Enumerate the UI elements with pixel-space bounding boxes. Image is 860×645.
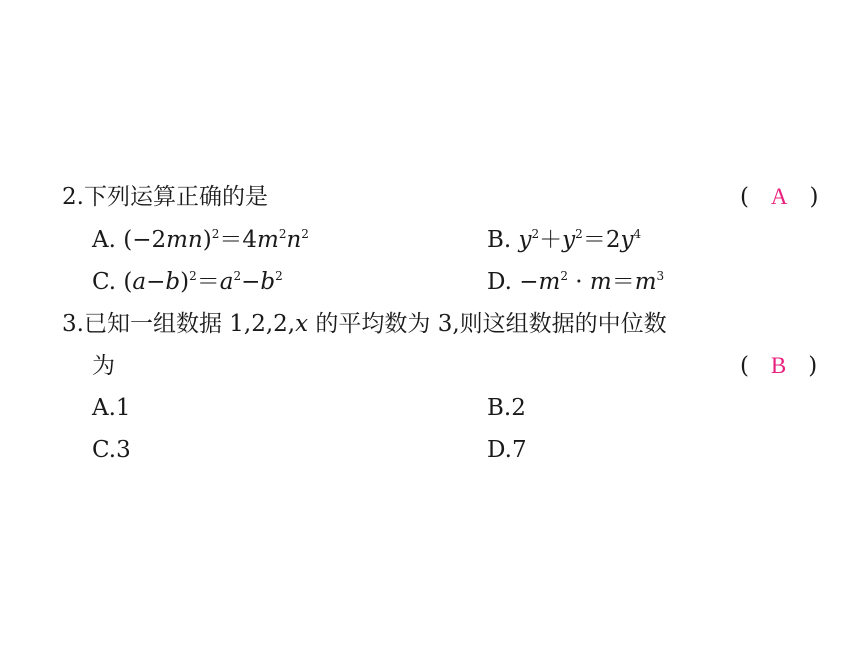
option-label: B. bbox=[487, 227, 512, 253]
option-value: 3 bbox=[116, 437, 131, 463]
option-d bbox=[487, 435, 527, 465]
answer-bracket-q3: ( B ) bbox=[740, 353, 818, 379]
question-text: 下列运算正确的是 bbox=[83, 184, 268, 210]
question-3-stem-cont: 为 bbox=[92, 353, 115, 379]
option-b bbox=[487, 393, 526, 423]
option-a bbox=[92, 393, 131, 423]
option-label: B. bbox=[487, 395, 512, 421]
option-a bbox=[92, 225, 309, 255]
answer-bracket-q2: ( A ) bbox=[740, 184, 819, 210]
option-b bbox=[487, 225, 641, 255]
question-number: 2. bbox=[62, 184, 84, 210]
option-expression: $(a-b)^2=a^2-b^2$ bbox=[123, 269, 283, 295]
option-expression: $(-2mn)^2=4m^2n^2$ bbox=[123, 227, 309, 253]
option-label: C. bbox=[92, 269, 117, 295]
option-expression: $y^2+y^2=2y^4$ bbox=[518, 227, 642, 253]
option-d bbox=[487, 267, 664, 297]
option-value: 2 bbox=[511, 395, 526, 421]
question-number: 3. bbox=[62, 311, 84, 337]
option-label: A. bbox=[92, 395, 116, 421]
option-expression: $-m^2 \cdot m=m^3$ bbox=[519, 269, 665, 295]
option-value: 7 bbox=[511, 437, 527, 463]
option-label: D. bbox=[487, 437, 512, 463]
option-c bbox=[92, 435, 131, 465]
option-label: A. bbox=[92, 227, 116, 253]
question-text-tail: 的平均数为 3,则这组数据的中位数 bbox=[308, 311, 667, 337]
question-text: 已知一组数据 1,2,2, bbox=[83, 311, 296, 337]
option-c bbox=[92, 267, 283, 297]
option-label: D. bbox=[487, 269, 512, 295]
question-2-stem bbox=[62, 182, 268, 212]
variable: x bbox=[295, 311, 309, 337]
answer-letter: B bbox=[770, 353, 787, 378]
question-3-stem bbox=[62, 309, 667, 339]
answer-letter: A bbox=[770, 184, 788, 209]
option-value: 1 bbox=[115, 395, 131, 421]
option-label: C. bbox=[92, 437, 117, 463]
